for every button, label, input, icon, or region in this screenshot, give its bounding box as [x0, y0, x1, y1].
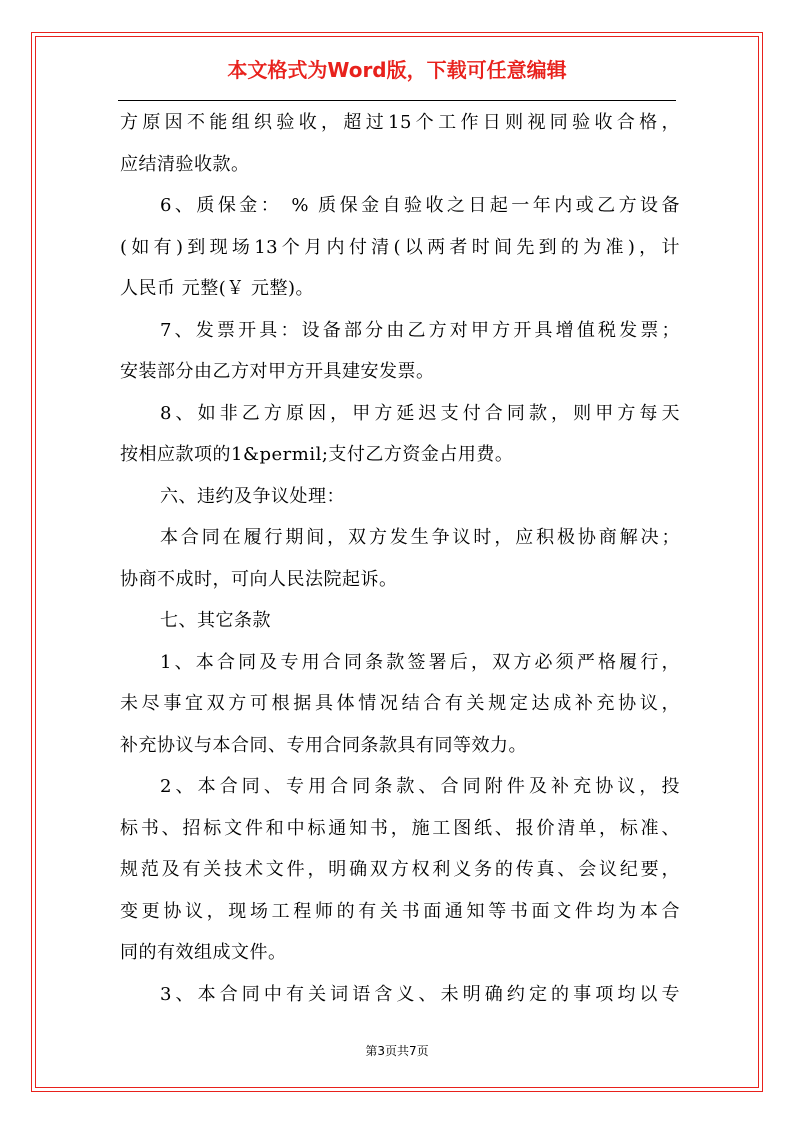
text-line: 标书、招标文件和中标通知书，施工图纸、报价清单，标准、 [120, 817, 680, 839]
text-line: 本合同在履行期间，双方发生争议时，应积极协商解决； [160, 527, 680, 548]
text-line: 同的有效组成文件。 [120, 942, 287, 963]
text-line: 规范及有关技术文件，明确双方权利义务的传真、会议纪要， [120, 859, 680, 880]
text-line: 1、本合同及专用合同条款签署后，双方必须严格履行， [160, 651, 680, 673]
text-line: 人民币 元整(￥ 元整)。 [120, 278, 314, 299]
section-heading: 六、违约及争议处理： [160, 485, 345, 507]
text-line: (如有)到现场13个月内付清(以两者时间先到的为准)，计 [120, 236, 680, 258]
text-line: 3、本合同中有关词语含义、未明确约定的事项均以专 [160, 983, 680, 1005]
text-line: 按相应款项的1&permil;支付乙方资金占用费。 [120, 444, 514, 465]
text-line: 6、质保金： % 质保金自验收之日起一年内或乙方设备 [160, 195, 680, 216]
text-line: 2、本合同、专用合同条款、合同附件及补充协议，投 [160, 776, 680, 797]
text-line: 方原因不能组织验收，超过15个工作日则视同验收合格， [120, 112, 680, 133]
text-line: 7、发票开具：设备部分由乙方对甲方开具增值税发票； [160, 319, 680, 341]
text-line: 补充协议与本合同、专用合同条款具有同等效力。 [120, 734, 527, 756]
page-number: 第3页共7页 [365, 1044, 429, 1058]
text-line: 8、如非乙方原因，甲方延迟支付合同款，则甲方每天 [160, 402, 680, 424]
text-line: 应结清验收款。 [120, 153, 250, 175]
text-line: 未尽事宜双方可根据具体情况结合有关规定达成补充协议， [120, 693, 680, 714]
section-heading: 七、其它条款 [160, 610, 271, 631]
document-body [120, 102, 680, 1015]
header-title: 本文格式为Word版，下载可任意编辑 [227, 58, 567, 82]
text-line: 协商不成时，可向人民法院起诉。 [120, 568, 398, 590]
header-divider [118, 100, 676, 101]
text-line: 变更协议，现场工程师的有关书面通知等书面文件均为本合 [120, 900, 680, 922]
text-line: 安装部分由乙方对甲方开具建安发票。 [120, 361, 435, 382]
